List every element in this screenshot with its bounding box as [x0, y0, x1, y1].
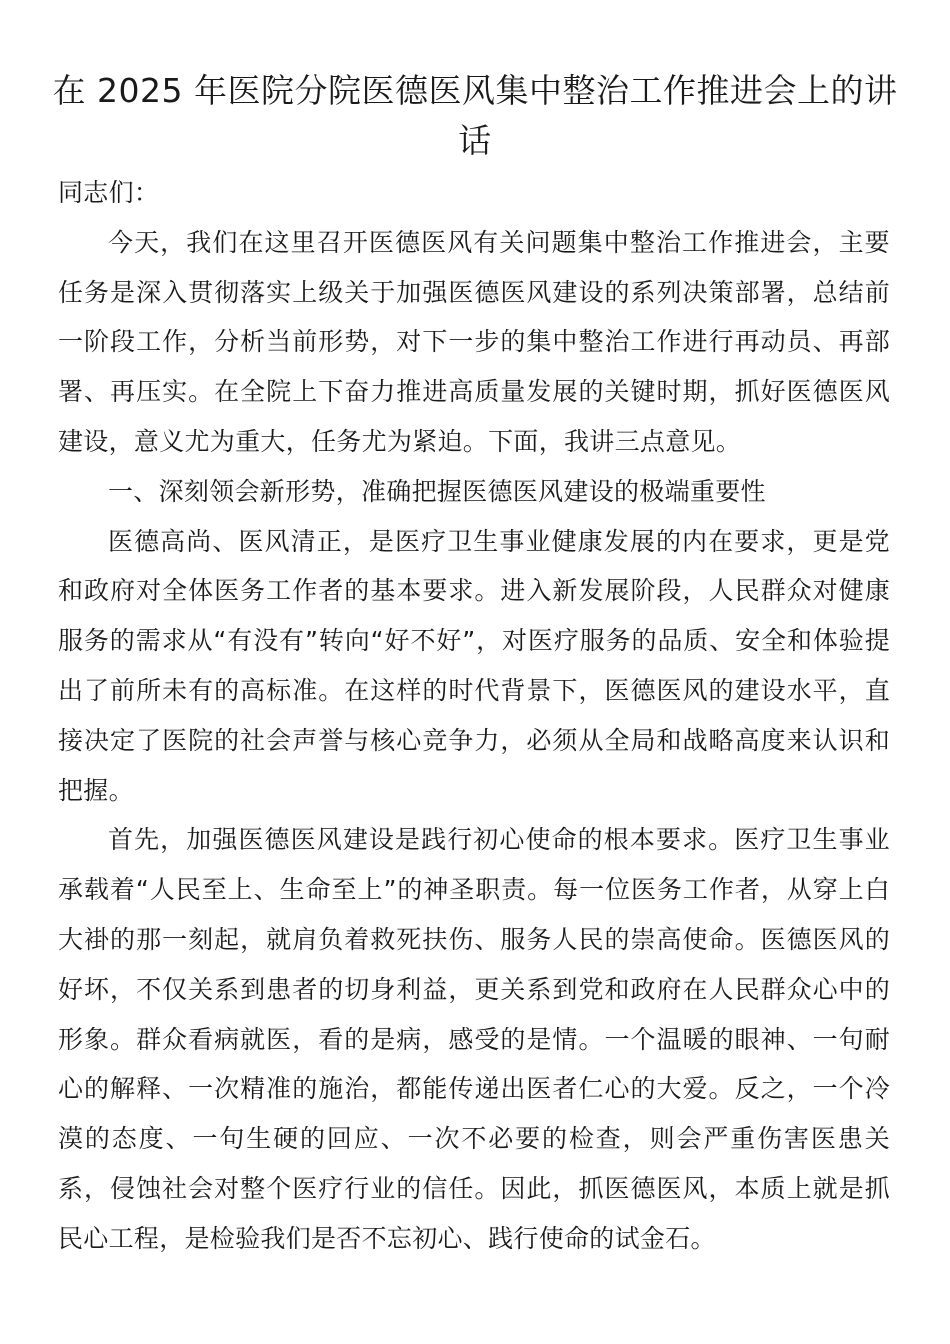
paragraph-intro: 今天，我们在这里召开医德医风有关问题集中整治工作推进会，主要任务是深入贯彻落实上级关于加强医德医风建设的系列决策部署，总结前一阶段工作，分析当前形势，对下一步的集中整治工作进行再动员、再部署、再压实。在全院上下奋力推进高质量发展的关键时期，抓好医德医风建设，意义尤为重大，任务尤为紧迫。下面，我讲三点意见。 — [58, 227, 890, 456]
salutation: 同志们： — [58, 178, 160, 207]
document-title: 在 2025 年医院分院医德医风集中整治工作推进会上的讲话 — [52, 71, 898, 160]
document-body — [58, 168, 890, 1264]
paragraph-first-point: 首先，加强医德医风建设是践行初心使命的根本要求。医疗卫生事业承载着“人民至上、生命至上”的神圣职责。每一位医务工作者，从穿上白大褂的那一刻起，就肩负着救死扶伤、服务人民的崇高使命。医德医风的好坏，不仅关系到患者的切身利益，更关系到党和政府在人民群众心中的形象。群众看病就医，看的是病，感受的是情。一个温暖的眼神、一句耐心的解释、一次精准的施治，都能传递出医者仁心的大爱。反之，一个冷漠的态度、一句生硬的回应、一次不必要的检查，则会严重伤害医患关系，侵蚀社会对整个医疗行业的信任。因此，抓医德医风，本质上就是抓民心工程，是检验我们是否不忘初心、践行使命的试金石。 — [58, 825, 890, 1253]
paragraph-context: 医德高尚、医风清正，是医疗卫生事业健康发展的内在要求，更是党和政府对全体医务工作者的基本要求。进入新发展阶段，人民群众对健康服务的需求从“有没有”转向“好不好”，对医疗服务的品质、安全和体验提出了前所未有的高标准。在这样的时代背景下，医德医风的建设水平，直接决定了医院的社会声誉与核心竞争力，必须从全局和战略高度来认识和把握。 — [58, 526, 890, 805]
section-heading-1: 一、深刻领会新形势，准确把握医德医风建设的极端重要性 — [108, 476, 766, 506]
